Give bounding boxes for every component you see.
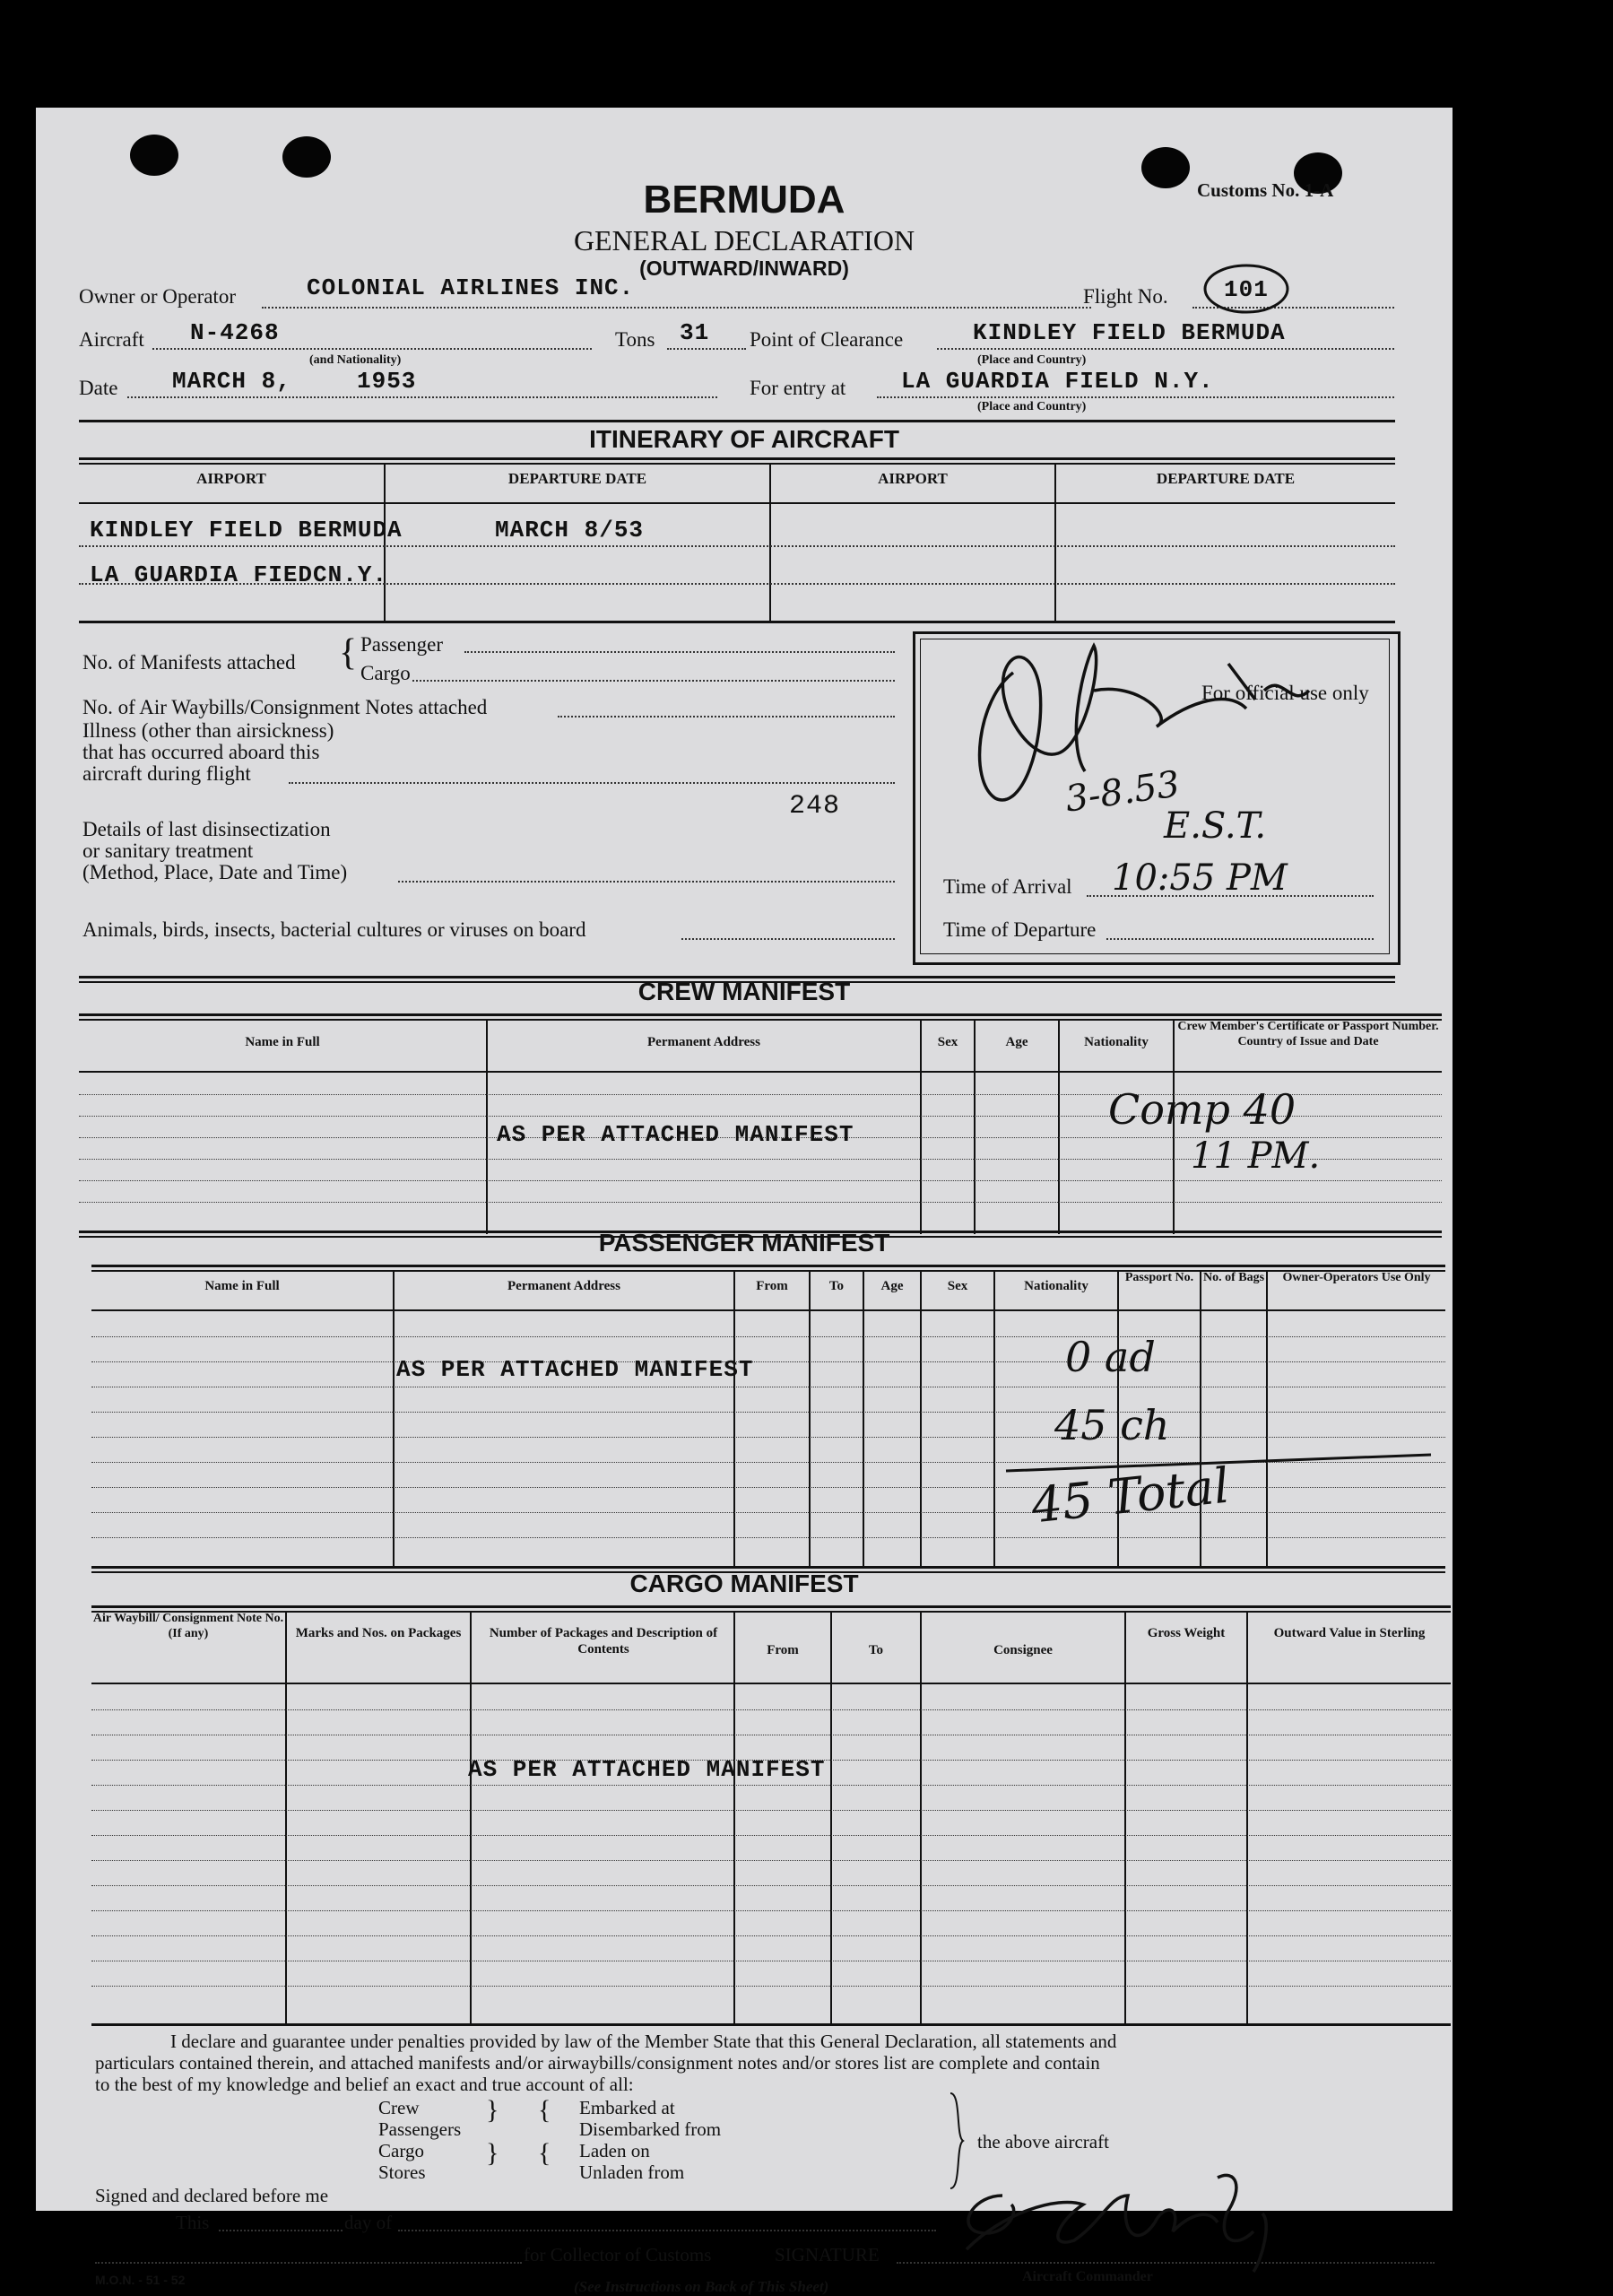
aircraft-note: (and Nationality) [309,353,402,367]
passenger-col: Permanent Address [507,1279,620,1293]
form-number: M.O.N. - 51 - 52 [95,2273,186,2287]
cargo-col: From [767,1643,799,1657]
passenger-col: From [756,1279,788,1293]
tons-label: Tons [615,328,655,351]
declaration-option: Embarked at [579,2097,675,2118]
declaration-option: Passengers [378,2118,462,2140]
flight-circle [1201,262,1291,316]
aircraft-value: N-4268 [190,319,280,346]
owner-label: Owner or Operator [79,285,236,308]
arrival-label: Time of Arrival [943,875,1072,898]
form-subtitle: GENERAL DECLARATION [573,224,915,257]
passenger-col: Owner-Operators Use Only [1282,1271,1431,1284]
disinsect-label: (Method, Place, Date and Time) [82,861,348,883]
declaration-form: BERMUDA GENERAL DECLARATION (OUTWARD/INWARD) Customs No. 1-A Owner or Operator COLONIAL AIRLINES INC. Flight No. 101 Aircraft N-4268 (and Nationality) Tons 31 Point of Clearance KINDLEY FIELD BERMUDA (Place and Country) Date MARCH 8, 1953 For entry at LA GUARDIA FIELD N.Y. (Place and Country) ITINERARY OF AIRCRAFT AIRPORT DEPARTURE DATE AIRPORT DEPARTURE DATE KINDLEY FIELD BERMUDA MARCH 8/53 LA GUARDIA FIEDCN.Y. No. of Manifests attached { Passenger Cargo No. of Air Waybills/Consignment Notes attached Illness (other than airsickness) that has occurred aboard this aircraft during flight 248 Details of last disinsectization or sanitary treatment (Method, Place, Date and Time) Animals, birds, insects, bacterial cultures or viruses on board For official use only Time of Arrival Time of Departure 3-8.53 E.S.T. 10:55 PM CREW MANIFEST Name in Full Permanent Address Sex Age Nationality Crew Member's Certificate or Passport Number. Country of Issue and Date AS PER ATTACHED MANIFEST Comp 40 11 PM. PASSENGER MANIFEST Name in Full Permanent Address From To Age Sex Nationality Passport No. No. of Bags Owner-Operators Use Only AS PER ATTACHED MANIFEST 0 ad 45 ch 45 Total CARGO MANIFEST Air Waybill/ Consignment Note No. (If any) Marks and Nos. on Packages Number of Packages and Description of Contents From To Consignee Gross Weight Outward Value in Sterling AS PER ATTACHED MANIFEST I declare and guarantee under penalties provided by law of the Member State that this General Declaration, all statements and particulars contained therein, and attached manifests and/or airwaybills/consignment notes and/or stores list are complete and contain to the best of my knowledge and belief an exact and true account of all: Crew Passengers Cargo Stores } } { { Embarked at Disembarked from Laden on Unladen from the above aircraft Signed and declared before me This day of for Collector of Customs SIGNATURE Aircraft Commander (See Instructions on Back of This Sheet) M.O.N. - 51 - 52 [36,108,1453,2211]
crew-handwritten-1: Comp 40 [1108,1085,1296,1134]
direction-note: (OUTWARD/INWARD) [639,257,849,280]
declaration-option: Stores [378,2161,426,2183]
day-of-label: day of [344,2212,393,2233]
flight-label: Flight No. [1083,285,1168,308]
crew-col: Crew Member's Certificate or Passport Number. Country of Issue and Date [1177,1020,1439,1048]
manifests-label: No. of Manifests attached [82,651,296,674]
declaration-option: Disembarked from [579,2118,722,2140]
punch-hole [282,136,331,178]
illness-value: 248 [789,791,841,822]
arrival-time-handwritten: 10:55 PM [1112,857,1288,899]
declaration-text: particulars contained therein, and attached manifests and/or airwaybills/consignment notes and/or stores list are complete and contain [95,2052,1100,2074]
entry-value: LA GUARDIA FIELD N.Y. [901,368,1214,395]
crew-col: Sex [937,1035,958,1049]
declaration-option: Cargo [378,2140,424,2161]
itinerary-col: AIRPORT [878,470,948,487]
cargo-col: Air Waybill/ Consignment Note No. (If any) [92,1612,284,1640]
collector-label: for Collector of Customs [524,2244,712,2266]
itinerary-col: DEPARTURE DATE [507,470,647,487]
clearance-value: KINDLEY FIELD BERMUDA [973,319,1286,346]
waybills-label: No. of Air Waybills/Consignment Notes attached [82,696,488,718]
passenger-handwritten-2: 45 ch [1054,1401,1170,1449]
illness-label: aircraft during flight [82,762,251,785]
passenger-total-handwritten: 45 Total [1028,1457,1233,1535]
time-zone-handwritten: E.S.T. [1164,805,1267,847]
passenger-col: No. of Bags [1202,1271,1265,1284]
customs-number: Customs No. 1-A [1197,179,1334,201]
cargo-title: CARGO MANIFEST [629,1570,859,1597]
cargo-col: To [868,1643,884,1657]
disinsect-label: or sanitary treatment [82,839,254,862]
crew-col: Nationality [1084,1035,1149,1049]
passenger-handwritten-1: 0 ad [1065,1333,1156,1381]
signature-label: SIGNATURE [775,2244,880,2266]
owner-value: COLONIAL AIRLINES INC. [307,274,635,301]
passenger-label: Passenger [360,633,443,656]
flight-value: 101 [1224,276,1269,303]
crew-col: Name in Full [245,1035,320,1049]
illness-label: that has occurred aboard this [82,741,320,763]
date-value: MARCH 8, [172,368,291,395]
crew-typed-note: AS PER ATTACHED MANIFEST [497,1121,854,1148]
above-aircraft-label: the above aircraft [977,2131,1109,2152]
aircraft-label: Aircraft [79,328,144,351]
form-title: BERMUDA [643,178,846,222]
itinerary-airport-2: LA GUARDIA FIEDCN.Y. [90,561,388,588]
animals-label: Animals, birds, insects, bacterial cultures or viruses on board [82,918,586,941]
declaration-option: Laden on [579,2140,650,2161]
declaration-text: I declare and guarantee under penalties provided by law of the Member State that this General Declaration, all statements and [170,2031,1117,2052]
disinsect-label: Details of last disinsectization [82,818,331,840]
itinerary-title: ITINERARY OF AIRCRAFT [589,425,899,453]
official-date-handwritten: 3-8.53 [1062,763,1183,821]
date-label: Date [79,377,118,399]
passenger-col: Nationality [1024,1279,1088,1293]
passenger-col: Name in Full [204,1279,280,1293]
entry-label: For entry at [750,377,846,399]
cargo-col: Consignee [993,1643,1053,1657]
cargo-col: Outward Value in Sterling [1273,1626,1426,1640]
place-country-note: (Place and Country) [977,353,1087,367]
passenger-typed-note: AS PER ATTACHED MANIFEST [396,1356,754,1383]
cargo-col: Marks and Nos. on Packages [295,1626,462,1640]
passenger-col: Age [880,1279,904,1293]
commander-label: Aircraft Commander [1022,2269,1153,2284]
cargo-label: Cargo [360,662,411,684]
crew-col: Permanent Address [647,1035,760,1049]
cargo-col: Gross Weight [1147,1626,1226,1640]
passenger-title: PASSENGER MANIFEST [598,1229,890,1257]
date-year: 1953 [357,368,417,395]
crew-title: CREW MANIFEST [637,978,851,1005]
official-use-label: For official use only [1201,682,1369,704]
illness-label: Illness (other than airsickness) [82,719,334,742]
itinerary-date-1: MARCH 8/53 [495,517,645,544]
declaration-text: to the best of my knowledge and belief an exact and true account of all: [95,2074,634,2095]
itinerary-col: AIRPORT [196,470,266,487]
declaration-option: Unladen from [579,2161,685,2183]
cargo-col: Number of Packages and Description of Contents [489,1626,718,1657]
cargo-typed-note: AS PER ATTACHED MANIFEST [468,1756,826,1783]
place-country-note-2: (Place and Country) [977,400,1087,413]
passenger-col: Passport No. [1124,1271,1194,1284]
clearance-label: Point of Clearance [750,328,904,351]
punch-hole [130,135,178,176]
tons-value: 31 [680,319,710,346]
this-label: This [176,2212,210,2233]
itinerary-col: DEPARTURE DATE [1156,470,1296,487]
instructions-note: (See Instructions on Back of This Sheet) [574,2278,829,2295]
passenger-col: Sex [947,1279,968,1293]
declaration-option: Crew [378,2097,420,2118]
crew-col: Age [1005,1035,1028,1049]
commander-signature [949,2160,1307,2276]
itinerary-airport-1: KINDLEY FIELD BERMUDA [90,517,403,544]
departure-label: Time of Departure [943,918,1097,941]
passenger-col: To [828,1279,845,1293]
signed-label: Signed and declared before me [95,2185,329,2206]
crew-handwritten-2: 11 PM. [1191,1135,1321,1177]
